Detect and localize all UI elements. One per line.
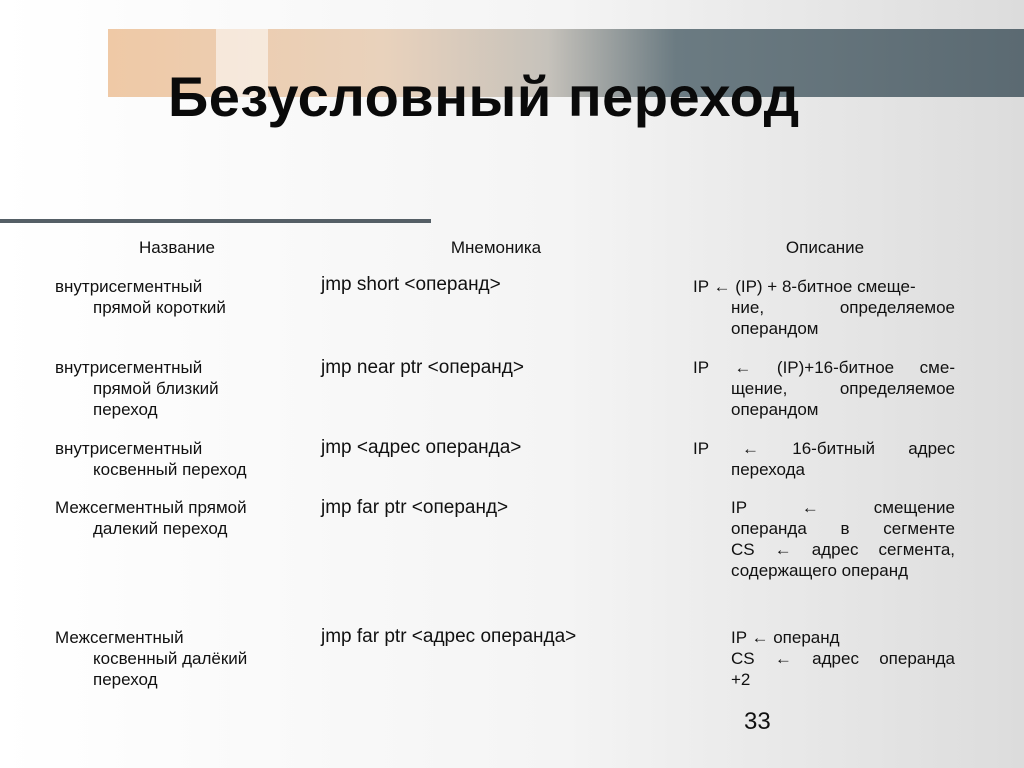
column-header-mnemonic: Мнемоника [450,238,542,257]
row-2-desc-line-3: операндом [731,400,819,419]
row-2-mnemonic: jmp near ptr <операнд> [321,357,524,378]
row-1-desc-text-1: IP ← (IP) + 8-битное смеще- [693,277,916,296]
row-3-desc-text-1: IP ← 16-битный адрес [693,439,955,458]
row-3-desc-line-2: перехода [731,460,805,479]
column-header-name: Название [139,238,215,257]
row-2-desc-line-1 [693,357,955,378]
row-4-mnemonic: jmp far ptr <операнд> [321,497,509,518]
row-3-name-line-2: косвенный переход [93,460,247,479]
row-2-name-line-3: переход [93,400,158,419]
row-2-name-line-1: внутрисегментный [55,358,203,377]
row-1-mnemonic: jmp short <операнд> [321,274,501,295]
row-3-name [55,438,285,480]
row-4-name [55,497,285,539]
row-5-desc-line-3: +2 [731,670,751,689]
row-4-name-line-1: Межсегментный прямой [55,498,247,517]
row-3-description [693,438,955,480]
row-2-name-line-2: прямой близкий [93,379,219,398]
slide-title: Безусловный переход [168,65,800,128]
row-5-name-line-3: переход [93,670,158,689]
row-5-name-line-1: Межсегментный [55,628,184,647]
row-5-name-line-2: косвенный далёкий [93,649,248,668]
row-1-desc-line-2: ние, определяемое [731,298,955,317]
row-5-desc-line-1: IP ← операнд [731,628,840,647]
row-4-desc-line-2: операнда в сегменте [731,519,955,538]
row-4-desc-line-1: IP ← смещение [731,498,955,517]
row-1-desc-line-3: операндом [731,319,819,338]
row-5-description [693,627,955,690]
row-4-desc-line-3: CS ← адрес сегмента, [731,540,955,559]
row-3-mnemonic: jmp <адрес операнда> [321,437,522,458]
row-4-desc-line-4: содержащего операнд [731,561,909,580]
row-1-desc-line-1 [693,276,955,297]
column-header-description: Описание [785,238,865,257]
row-2-name [55,357,285,420]
row-2-desc-line-2: щение, определяемое [731,379,955,398]
row-3-desc-line-1 [693,438,955,459]
row-1-description [693,276,955,339]
row-4-description [693,497,955,581]
row-5-desc-line-2: CS ← адрес операнда [731,649,955,668]
row-2-desc-text-1: IP ← (IP)+16-битное сме- [693,358,955,377]
row-1-name-line-1: внутрисегментный [55,277,203,296]
row-2-description [693,357,955,420]
row-5-name [55,627,285,690]
row-1-name-line-2: прямой короткий [93,298,226,317]
page-number: 33 [744,708,771,735]
row-5-mnemonic: jmp far ptr <адрес операнда> [321,626,577,647]
row-3-name-line-1: внутрисегментный [55,439,203,458]
row-4-name-line-2: далекий переход [93,519,228,538]
row-1-name [55,276,285,318]
title-underline-rule [0,219,431,223]
